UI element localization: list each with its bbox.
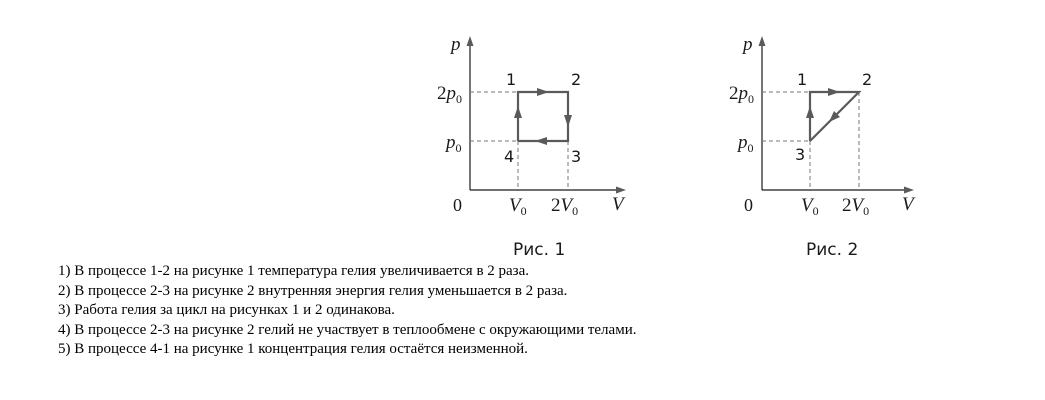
statement-5: 5) В процессе 4-1 на рисунке 1 концентрация гелия остаётся неизменной. [58,341,528,357]
tick-2p0: $2p_0$ [437,83,462,106]
figure-1-caption: Рис. 1 [513,240,566,260]
tick-p0: $p_0$ [446,132,462,155]
v-axis-arrow [904,187,914,194]
point-3-label: 3 [571,147,582,166]
tick-p0: $p_0$ [738,132,754,155]
p-axis-label: p [743,34,753,55]
cycle-path [518,92,568,141]
p-axis-arrow [759,36,766,46]
statement-2: 2) В процессе 2-3 на рисунке 2 внутренняя энергия гелия уменьшается в 2 раза. [58,282,568,299]
point-2-label: 2 [862,70,873,89]
figure-2-caption: Рис. 2 [806,240,859,260]
tick-v0: $V_0$ [801,195,819,218]
tick-2p0: $2p_0$ [729,83,754,106]
v-axis-arrow [616,187,626,194]
p-axis-label: p [451,34,461,55]
origin-label: 0 [453,195,462,215]
arrow-4-1 [514,106,522,118]
arrow-3-4 [535,137,547,145]
point-2-label: 2 [571,70,582,89]
point-1-label: 1 [506,70,517,89]
arrow-1-2 [537,88,549,96]
statement-1: 1) В процессе 1-2 на рисунке 1 температура гелия увеличивается в 2 раза. [58,263,530,279]
figure-2 [729,34,916,260]
arrow-3-1 [806,106,814,118]
statement-list [58,262,636,360]
statement-3: 3) Работа гелия за цикл на рисунках 1 и 2 одинакова. [58,302,395,318]
tick-2v0: $2V_0$ [551,195,579,218]
v-axis-label: V [902,194,914,215]
p-axis-arrow [467,36,474,46]
figure-1 [437,34,626,260]
point-1-label: 1 [797,70,808,89]
arrow-1-2 [828,88,840,96]
tick-v0: $V_0$ [509,195,527,218]
point-4-label: 4 [504,147,515,166]
origin-label: 0 [744,195,753,215]
arrow-2-3 [564,115,572,127]
statement-4: 4) В процессе 2-3 на рисунке 2 гелий не участвует в теплообмене с окружающими телами. [58,321,637,338]
point-3-label: 3 [795,145,806,164]
tick-2v0: $2V_0$ [842,195,870,218]
v-axis-label: V [612,194,624,215]
